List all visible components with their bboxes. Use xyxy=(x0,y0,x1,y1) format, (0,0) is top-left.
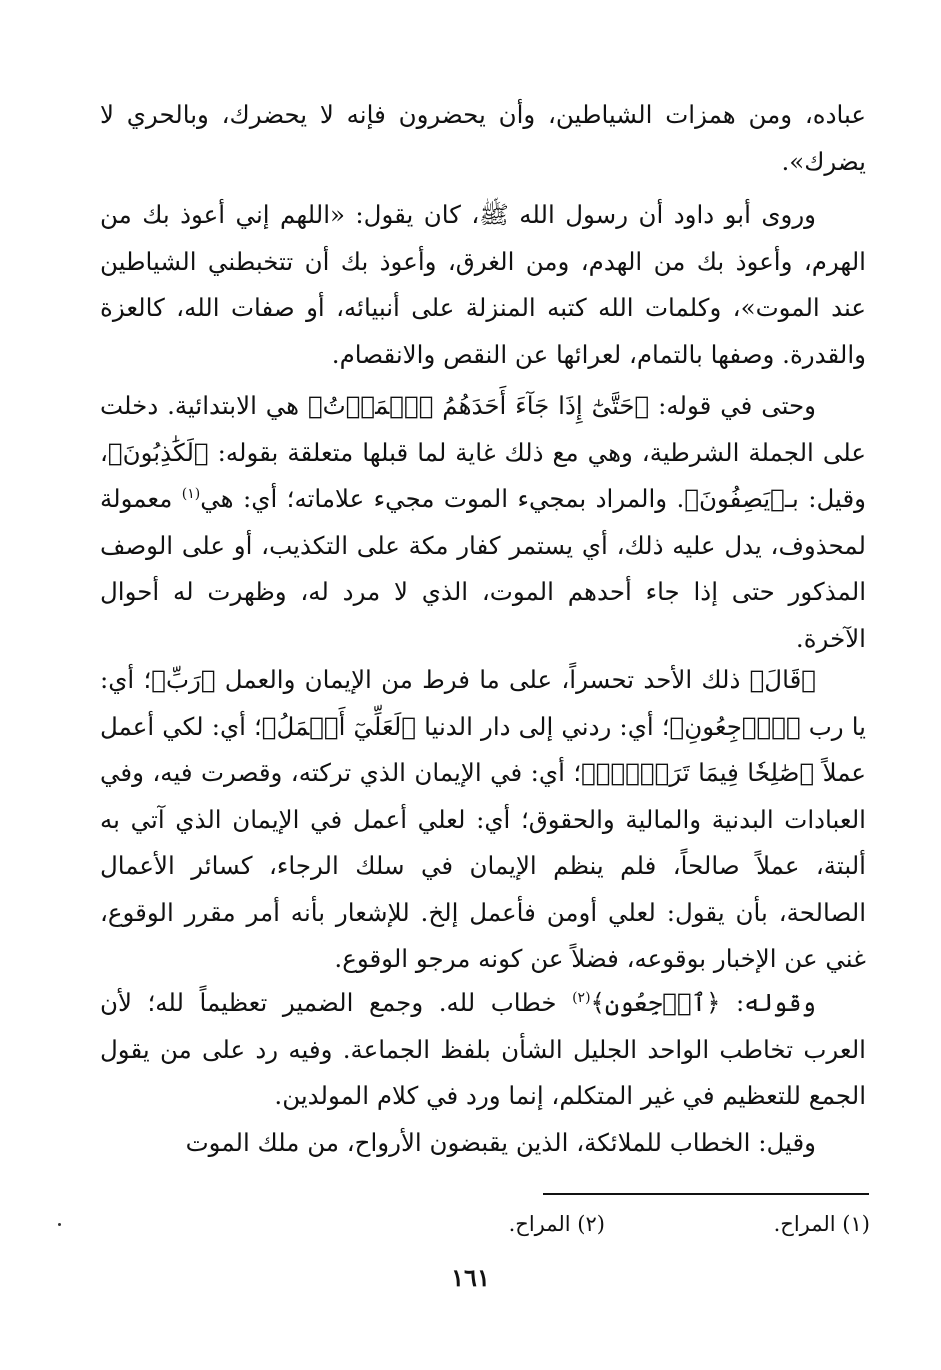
paragraph-text: وروى أبو داود أن رسول الله ﷺ، كان يقول: «اللهم إني أعوذ بك من الهرم، وأعوذ بك من الهدم، ومن الغرق، وأعوذ بك أن تتخبطني الشياطين عند الموت»، وكلمات الله كتبه المنزلة على أنبيائه، أو صفات الله، كالعزة والقدرة. وصفها بالتمام، لعرائها عن النقص والانقصام. xyxy=(100,200,866,369)
paragraph-text: وقيل: الخطاب للملائكة، الذين يقبضون الأرواح، من ملك الموت xyxy=(185,1128,816,1157)
paragraph xyxy=(100,192,866,378)
paragraph-text: وقوله: ﴿ٱرۡجِعُونِ﴾ xyxy=(590,988,816,1017)
paragraph xyxy=(100,657,866,983)
quran-quote: ﴿قَالَ﴾ xyxy=(749,665,816,694)
footnote-ref: (٢) xyxy=(572,989,591,1006)
page-number: ١٦١ xyxy=(451,1263,490,1292)
footnote: (٢) المراح. xyxy=(508,1212,605,1236)
paragraph-text: معمولة لمحذوف، يدل عليه ذلك، أي يستمر كفار مكة على التكذيب، أو على الوصف المذكور حتى إذا جاء أحدهم الموت، الذي لا مرد له، وظهرت له أحوال الآخرة. xyxy=(100,484,866,653)
footnote-ref: (١) xyxy=(181,485,201,502)
paragraph-text: وحتى في قوله: ﴿حَتَّىٰٓ إِذَا جَآءَ أَحَدَهُمُ ٱلۡمَوۡتُ﴾ هي الابتدائية. دخلت على الجملة الشرطية، وهي مع ذلك غاية لما قبلها متعلقة بقوله: ﴿لَكَٰذِبُونَ﴾، وقيل: بـ﴿يَصِفُونَ﴾. والمراد بمجيء الموت مجيء علاماته؛ أي: هي xyxy=(100,391,866,513)
paragraph-text: ذلك الأحد تحسراً، على ما فرط من الإيمان والعمل ﴿رَبِّ﴾؛ أي: يا رب ﴿ٱرۡجِعُونِ﴾؛ أي: ردني إلى دار الدنيا ﴿لَعَلِّيٓ أَعۡمَلُ﴾؛ أي: لكي أعمل عملاً ﴿صَٰلِحٗا فِيمَا تَرَكۡتُۚ﴾؛ أي: في الإيمان الذي تركته، وقصرت فيه، وفي العبادات البدنية والمالية والحقوق؛ أي: لعلي أعمل في الإيمان الذي آتي به ألبتة، عملاً صالحاً، فلم ينظم الإيمان في سلك الرجاء، كسائر الأعمال الصالحة، بأن يقول: لعلي أومن فأعمل إلخ. للإشعار بأنه أمر مقرر الوقوع، غني عن الإخبار بوقوعه، فضلاً عن كونه مرجو الوقوع. xyxy=(100,665,866,973)
paragraph xyxy=(100,980,866,1120)
paragraph xyxy=(100,383,866,662)
paragraph xyxy=(100,1120,866,1167)
paragraph xyxy=(100,92,866,185)
paragraph-text: خطاب لله. وجمع الضمير تعظيماً لله؛ لأن العرب تخاطب الواحد الجليل الشأن بلفظ الجماعة. وفيه رد على من يقول الجمع للتعظيم في غير المتكلم، إنما ورد في كلام المولدين. xyxy=(100,988,866,1110)
scan-speck xyxy=(58,1223,61,1226)
footnote: (١) المراح. xyxy=(773,1212,870,1236)
footnote-separator xyxy=(543,1193,869,1195)
paragraph-text: عباده، ومن همزات الشياطين، وأن يحضرون فإنه لا يحضرك، وبالحري لا يضرك». xyxy=(100,100,866,176)
